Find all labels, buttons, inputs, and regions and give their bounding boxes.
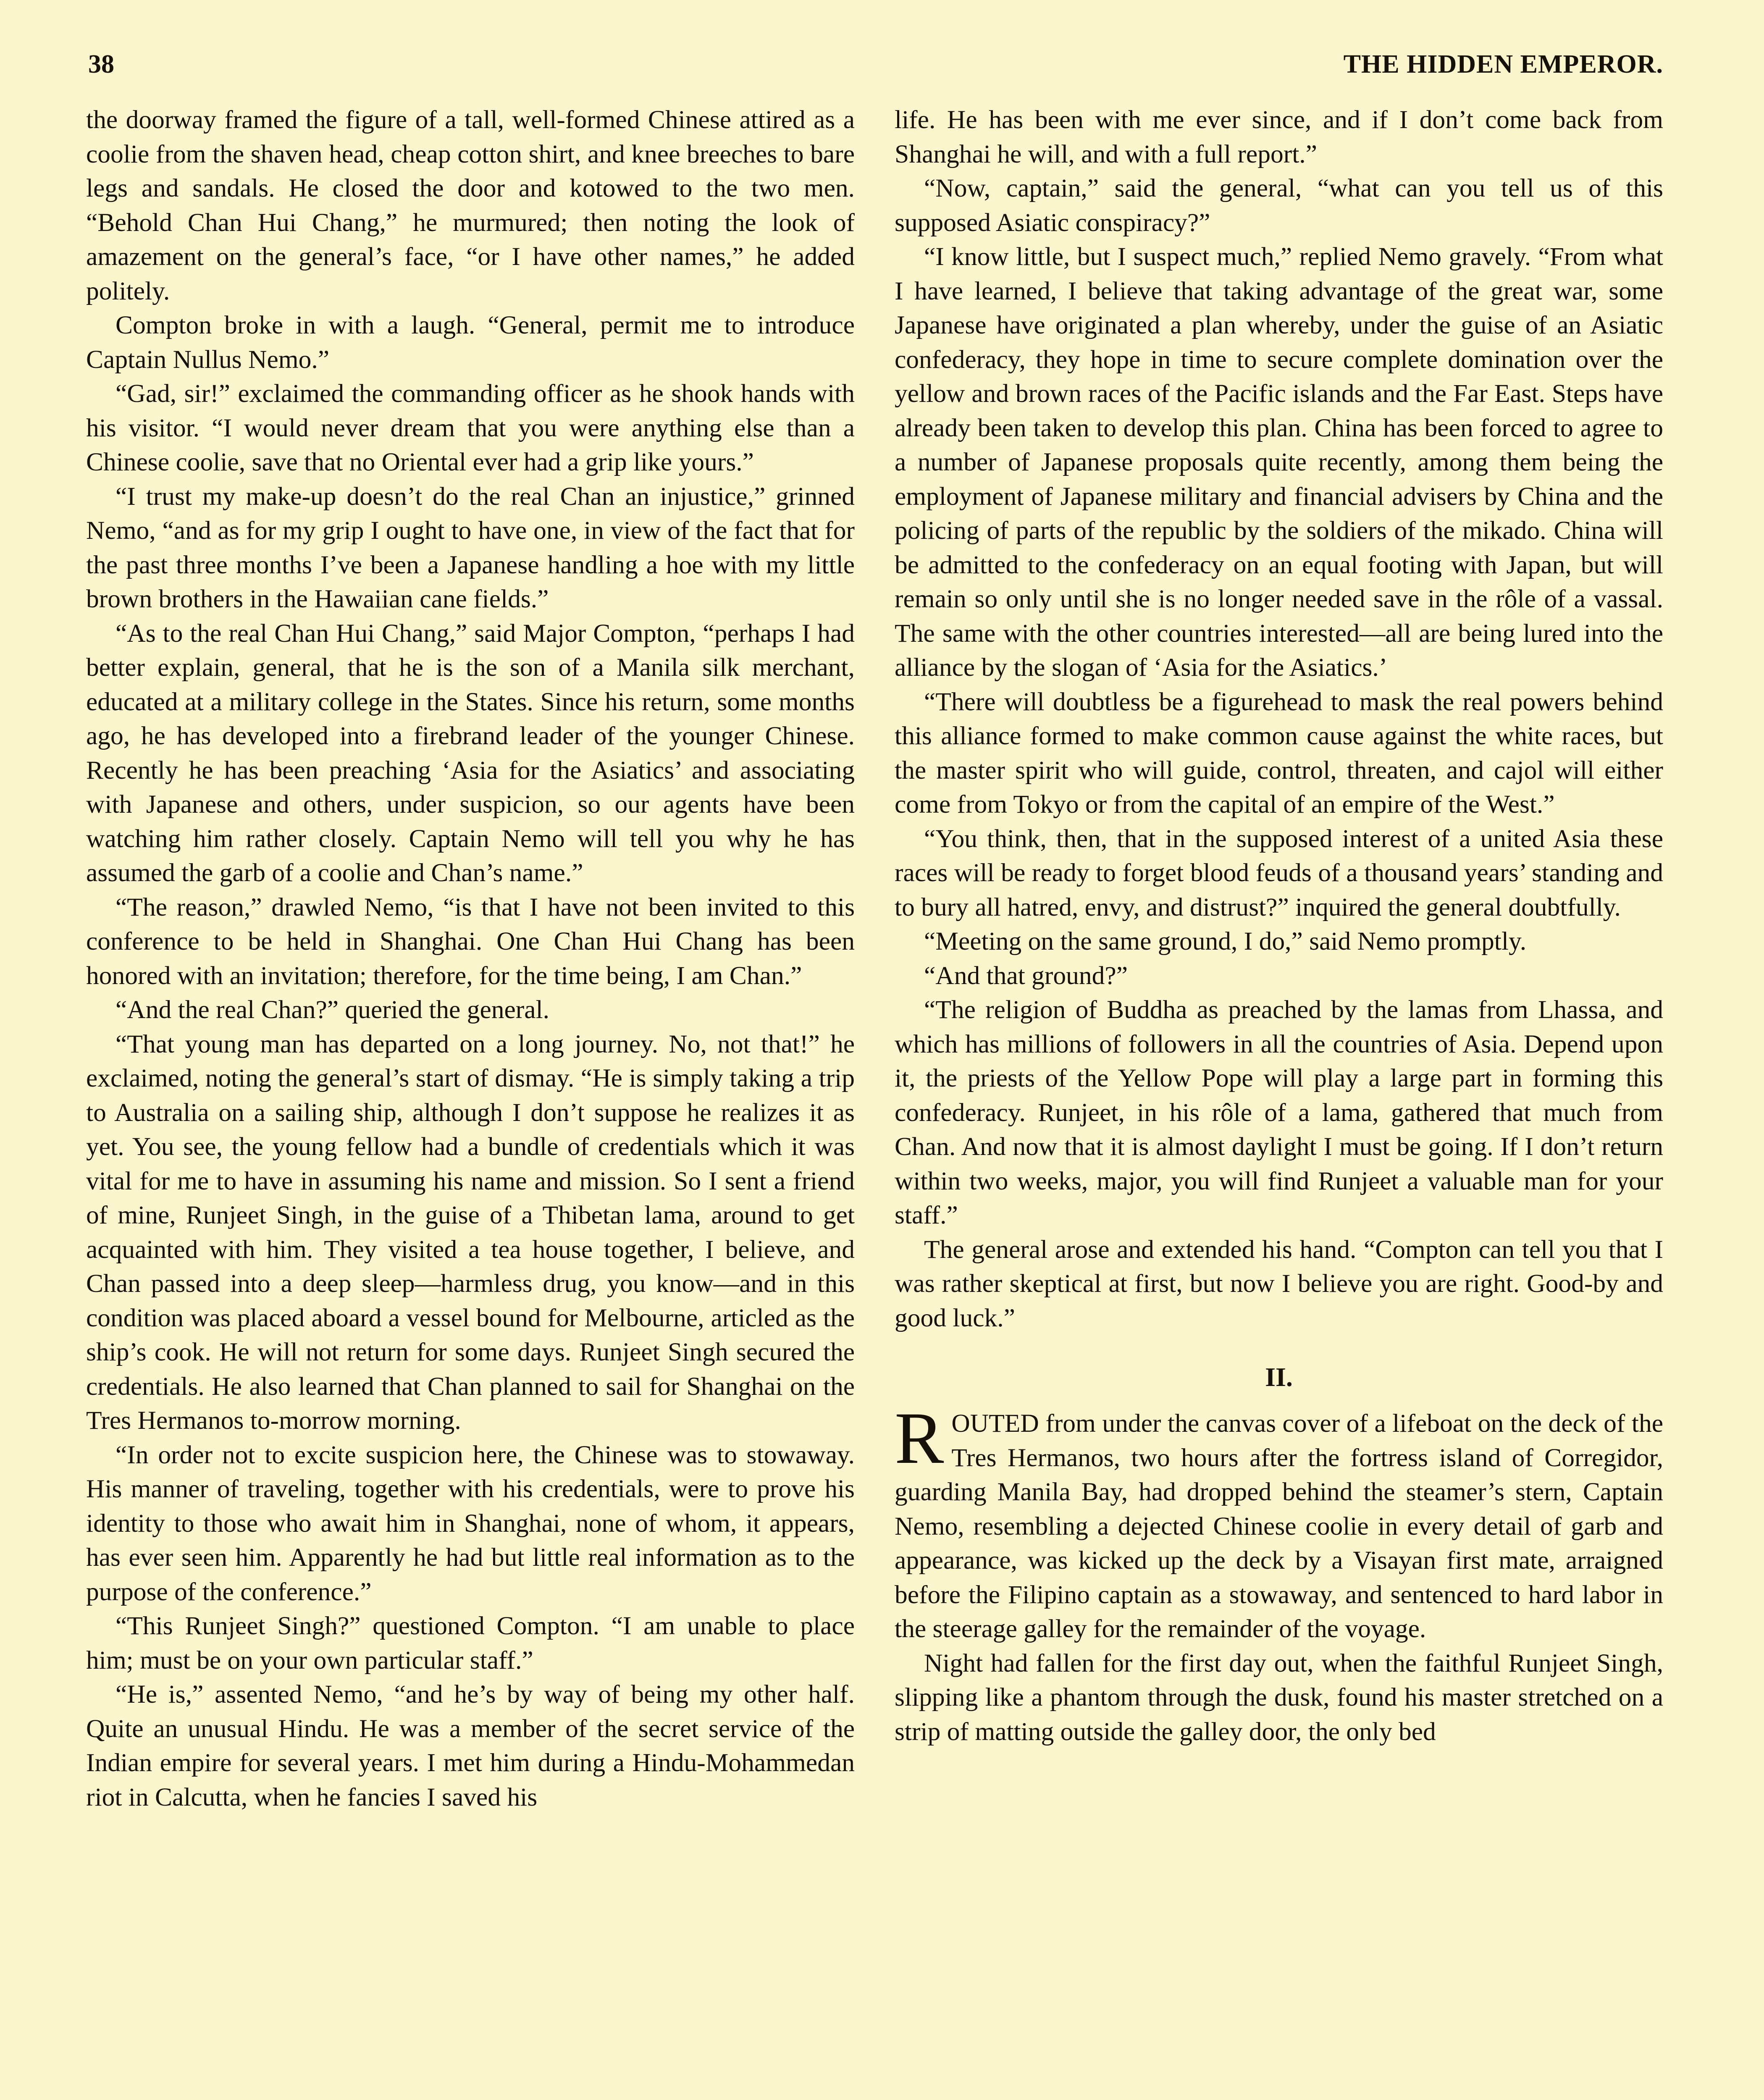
running-title: THE HIDDEN EMPEROR. [1343, 50, 1663, 79]
right-column [895, 103, 1663, 2100]
paragraph: Compton broke in with a laugh. “General, permit me to introduce Captain Nullus Nemo.” [86, 311, 855, 374]
paragraph: “Gad, sir!” exclaimed the commanding officer as he shook hands with his visitor. “I would never dream that you were anything else than a Chinese coolie, save that no Oriental ever had a grip like yours.” [86, 379, 855, 476]
paragraph: “He is,” assented Nemo, “and he’s by way of being my other half. Quite an unusual Hindu. He was a member of the secret service of the Indian empire for several years. I met him during a Hindu-Mohammedan riot in Calcutta, when he fancies I saved his [86, 1680, 855, 1811]
section-opening-paragraph [895, 1397, 1663, 1646]
paragraph: “Meeting on the same ground, I do,” said Nemo promptly. [924, 927, 1527, 956]
page-header [88, 50, 1663, 92]
paragraph: life. He has been with me ever since, and if I don’t come back from Shanghai he will, and with a full report.” [895, 105, 1663, 168]
paragraph: “The religion of Buddha as preached by the lamas from Lhassa, and which has millions of followers in all the countries of Asia. Depend upon it, the priests of the Yellow Pope will play a large part in forming this confederacy. Runjeet, in his rôle of a lama, gathered that much from Chan. And now that it is almost daylight I must be going. If I don’t return within two weeks, major, you will find Runjeet a valuable man for your staff.” [895, 995, 1663, 1229]
section-heading: II. [1265, 1362, 1293, 1392]
drop-cap: R [895, 1397, 944, 1479]
paragraph: the doorway framed the figure of a tall, well-formed Chinese attired as a coolie from the shaven head, cheap cotton shirt, and knee breeches to bare legs and sandals. He closed the door and kotowed to the two men. “Behold Chan Hui Chang,” he murmured; then noting the look of amazement on the general’s face, “or I have other names,” he added politely. [86, 105, 855, 305]
paragraph: “This Runjeet Singh?” questioned Compton. “I am unable to place him; must be on your own particular staff.” [86, 1612, 855, 1675]
paragraph: Night had fallen for the first day out, when the faithful Runjeet Singh, slipping like a phantom through the dusk, found his master stretched on a strip of matting outside the galley door, the only bed [895, 1648, 1663, 1746]
paragraph: “You think, then, that in the supposed interest of a united Asia these races will be ready to forget blood feuds of a thousand years’ standing and to bury all hatred, envy, and distrust?” inquired the general doubtfully. [895, 824, 1663, 921]
paragraph: “There will doubtless be a figurehead to mask the real powers behind this alliance formed to make common cause against the white races, but the master spirit who will guide, control, threaten, and cajol will either come from Tokyo or from the capital of an empire of the West.” [895, 687, 1663, 819]
paragraph: “That young man has departed on a long journey. No, not that!” he exclaimed, noting the general’s start of dismay. “He is simply taking a trip to Australia on a sailing ship, although I don’t suppose he realizes it as yet. You see, the young fellow had a bundle of credentials which it was vital for me to have in assuming his name and mission. So I sent a friend of mine, Runjeet Singh, in the guise of a Thibetan lama, around to get acquainted with him. They visited a tea house together, I believe, and Chan passed into a deep sleep—harmless drug, you know—and in this condition was placed aboard a vessel bound for Melbourne, articled as the ship’s cook. He will not return for some days. Runjeet Singh secured the credentials. He also learned that Chan planned to sail for Shanghai on the Tres Hermanos to-morrow morning. [86, 1029, 855, 1435]
paragraph: “And the real Chan?” queried the general. [116, 995, 550, 1024]
page-number: 38 [88, 50, 114, 79]
paragraph: “And that ground?” [924, 961, 1128, 990]
left-column [86, 103, 855, 2100]
paragraph: “Now, captain,” said the general, “what can you tell us of this supposed Asiatic conspiracy?” [895, 174, 1663, 237]
section-opening-text: OUTED from under the canvas cover of a lifeboat on the deck of the Tres Hermanos, two hours after the fortress island of Corregidor, guarding Manila Bay, had dropped behind the steamer’s stern, Captain Nemo, resembling a dejected Chinese coolie in every detail of garb and appearance, was kicked up the deck by a Visayan first mate, arraigned before the Filipino captain as a stowaway, and sentenced to hard labor in the steerage galley for the remainder of the voyage. [895, 1409, 1663, 1643]
paragraph: The general arose and extended his hand. “Compton can tell you that I was rather skeptical at first, but now I believe you are right. Good-by and good luck.” [895, 1235, 1663, 1332]
paragraph: “In order not to excite suspicion here, the Chinese was to stowaway. His manner of traveling, together with his credentials, were to prove his identity to those who await him in Shanghai, none of whom, it appears, has ever seen him. Apparently he had but little real information as to the purpose of the conference.” [86, 1440, 855, 1606]
paragraph: “I know little, but I suspect much,” replied Nemo gravely. “From what I have learned, I believe that taking advantage of the great war, some Japanese have originated a plan whereby, under the guise of an Asiatic confederacy, they hope in time to secure complete domination over the yellow and brown races of the Pacific islands and the Far East. Steps have already been taken to develop this plan. China has been forced to agree to a number of Japanese proposals quite recently, among them being the employment of Japanese military and financial advisers by China and the policing of parts of the republic by the soldiers of the mikado. China will be admitted to the confederacy on an equal footing with Japan, but will remain so only until she is no longer needed save in the rôle of a vassal. The same with the other countries interested—all are being lured into the alliance by the slogan of ‘Asia for the Asiatics.’ [895, 242, 1663, 682]
paragraph: “As to the real Chan Hui Chang,” said Major Compton, “perhaps I had better explain, general, that he is the son of a Manila silk merchant, educated at a military college in the States. Since his return, some months ago, he has developed into a firebrand leader of the younger Chinese. Recently he has been preaching ‘Asia for the Asiatics’ and associating with Japanese and others, under suspicion, so our agents have been watching him rather closely. Captain Nemo will tell you why he has assumed the garb of a coolie and Chan’s name.” [86, 619, 855, 887]
paragraph: “I trust my make-up doesn’t do the real Chan an injustice,” grinned Nemo, “and as for my grip I ought to have one, in view of the fact that for the past three months I’ve been a Japanese handling a hoe with my little brown brothers in the Hawaiian cane fields.” [86, 482, 855, 613]
paragraph: “The reason,” drawled Nemo, “is that I have not been invited to this conference to be held in Shanghai. One Chan Hui Chang has been honored with an invitation; therefore, for the time being, I am Chan.” [86, 892, 855, 990]
